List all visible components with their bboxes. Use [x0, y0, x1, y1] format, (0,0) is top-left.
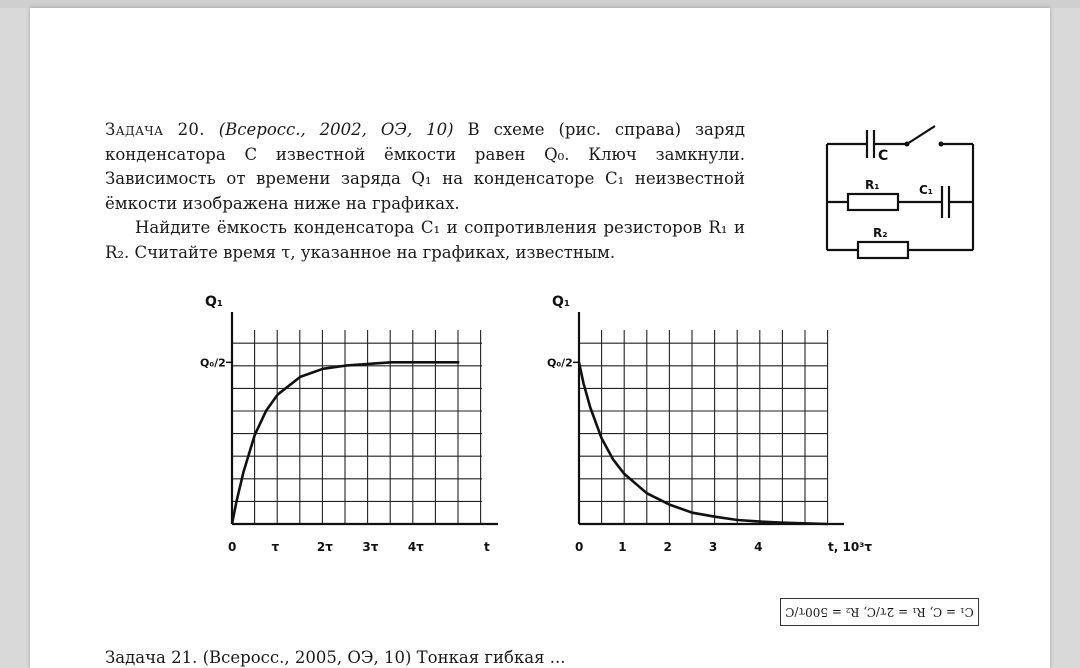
graphs-figure	[190, 284, 890, 558]
problem-paragraph-2: Найдите ёмкость конденсатора C₁ и сопротивления резисторов R₁ и R₂. Считайте время τ, указанное на графиках, известным.	[105, 218, 745, 262]
circuit-label-r2: R₂	[873, 226, 888, 240]
circuit-label-r1: R₁	[865, 178, 880, 192]
problem-text	[105, 118, 745, 265]
x-tick-label: 2τ	[316, 540, 333, 554]
x-tick-label: 3	[708, 540, 718, 554]
x-tick-label: 3τ	[362, 540, 379, 554]
x-tick-label: 0	[228, 540, 237, 554]
y-tick-label: Q₀/2	[200, 356, 226, 370]
y-axis-label: Q₁	[552, 294, 571, 310]
circuit-label-c: C	[878, 148, 889, 164]
next-problem-cutoff: Задача 21. (Всеросс., 2005, ОЭ, 10) Тонкая гибкая ...	[105, 648, 566, 667]
x-tick-label: 2	[663, 540, 672, 554]
series-line	[579, 362, 828, 524]
problem-paragraph-1	[105, 118, 745, 216]
series-line	[232, 362, 459, 524]
answer-box: C₁ = C, R₁ = 2τ/C, R₂ = 500τ/C	[780, 598, 979, 626]
chart-discharging	[547, 294, 872, 554]
x-tick-label: 0	[575, 540, 584, 554]
x-tick-label: 4τ	[407, 540, 424, 554]
circuit-diagram	[815, 118, 985, 263]
y-tick-label: Q₀/2	[547, 356, 573, 370]
problem-source: (Всеросс., 2002, ОЭ, 10)	[218, 120, 454, 139]
y-axis-label: Q₁	[205, 294, 224, 310]
problem-title: Задача 20.	[105, 120, 205, 139]
x-tick-label: τ	[271, 540, 280, 554]
problem-body-1: В схеме (рис. справа) заряд конденсатора C известной ёмкости равен Q₀. Ключ замкнули. Зависимость от времени заряда Q₁ на конденсаторе C₁ неизвестной ёмкости изображена ниже на графиках.	[105, 120, 745, 213]
x-tick-label: 4	[754, 540, 763, 554]
x-tick-label: 1	[618, 540, 627, 554]
x-axis-label: t	[484, 540, 490, 554]
circuit-label-c1: C₁	[919, 183, 934, 197]
x-axis-label: t, 10³τ	[828, 540, 873, 554]
chart-charging	[200, 294, 498, 554]
viewer-top-bar	[0, 0, 1080, 8]
